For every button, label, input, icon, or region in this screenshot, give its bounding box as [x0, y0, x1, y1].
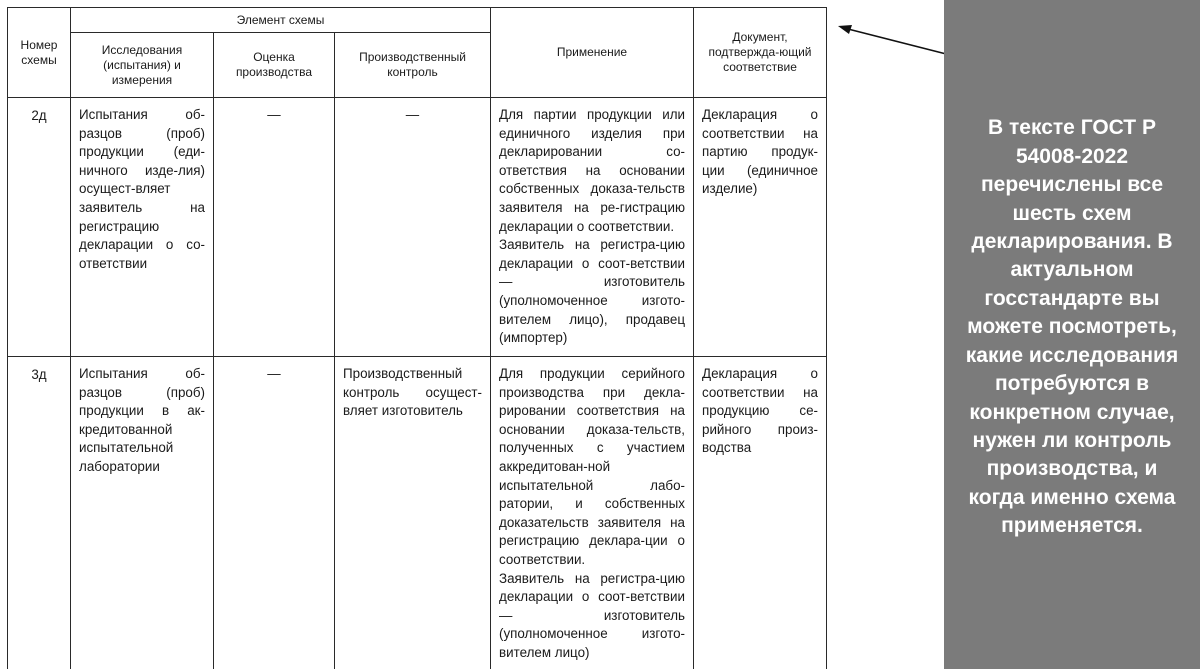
- header-document: Документ, подтвержда-ющий соответствие: [694, 8, 827, 98]
- scheme-number: 2д: [8, 98, 71, 357]
- header-scheme-number: Номер схемы: [8, 8, 71, 98]
- control-cell: Производственный контроль осущест-вляет изготовитель: [335, 357, 491, 669]
- header-application: Применение: [491, 8, 694, 98]
- document-cell: Декларация о соответствии на партию продук-ции (единичное изделие): [694, 98, 827, 357]
- application-paragraph: Заявитель на регистра-цию декларации о соот-ветствии — изготовитель (уполномоченное изгото-вителем лицо): [499, 570, 685, 660]
- declaration-schemes-table: [7, 7, 827, 669]
- document-cell: Декларация о соответствии на продукцию се-рийного произ-водства: [694, 357, 827, 669]
- header-production-control: Производственный контроль: [335, 33, 491, 98]
- header-production-assessment: Оценка производства: [214, 33, 335, 98]
- tests-cell: Испытания об-разцов (проб) продукции (еди-ничного изде-лия) осущест-вляет заявитель на регистрацию декларации о со-ответствии: [71, 98, 214, 357]
- scheme-number: 3д: [8, 357, 71, 669]
- table-row: [8, 98, 827, 357]
- application-paragraph: Для продукции серийного производства при декла-рировании соответствия на основании доказа-тельств, полученных с участием аккредитован-ной испытательной лабо-ратории, и собственных доказательств заявителя на регистрацию деклара-ции о соответствии.: [499, 366, 685, 567]
- header-scheme-element: Элемент схемы: [71, 8, 491, 33]
- table-row: [8, 357, 827, 669]
- header-tests: Исследования (испытания) и измерения: [71, 33, 214, 98]
- tests-cell: Испытания об-разцов (проб) продукции в ак-кредитованной испытательной лаборатории: [71, 357, 214, 669]
- table-header-row: [8, 8, 827, 33]
- assessment-cell: —: [214, 357, 335, 669]
- callout-text: В тексте ГОСТ Р 54008-2022 перечислены все шесть схем декларирования. В актуальном госстандарте вы можете посмотреть, какие исследования потребуются в конкретном случае, нужен ли контроль производства, и когда именно схема применяется.: [965, 116, 1179, 538]
- application-cell: [491, 98, 694, 357]
- application-paragraph: Заявитель на регистра-цию декларации о соот-ветствии — изготовитель (уполномоченное изгото-вителем лицо), продавец (импортер): [499, 237, 685, 346]
- control-cell: —: [335, 98, 491, 357]
- application-cell: [491, 357, 694, 669]
- callout-panel: [944, 0, 1200, 669]
- application-paragraph: Для партии продукции или единичного изделия при декларировании со-ответствия на основании собственных доказа-тельств заявителя на ре-гистрацию декларации о соответствии.: [499, 107, 685, 234]
- assessment-cell: —: [214, 98, 335, 357]
